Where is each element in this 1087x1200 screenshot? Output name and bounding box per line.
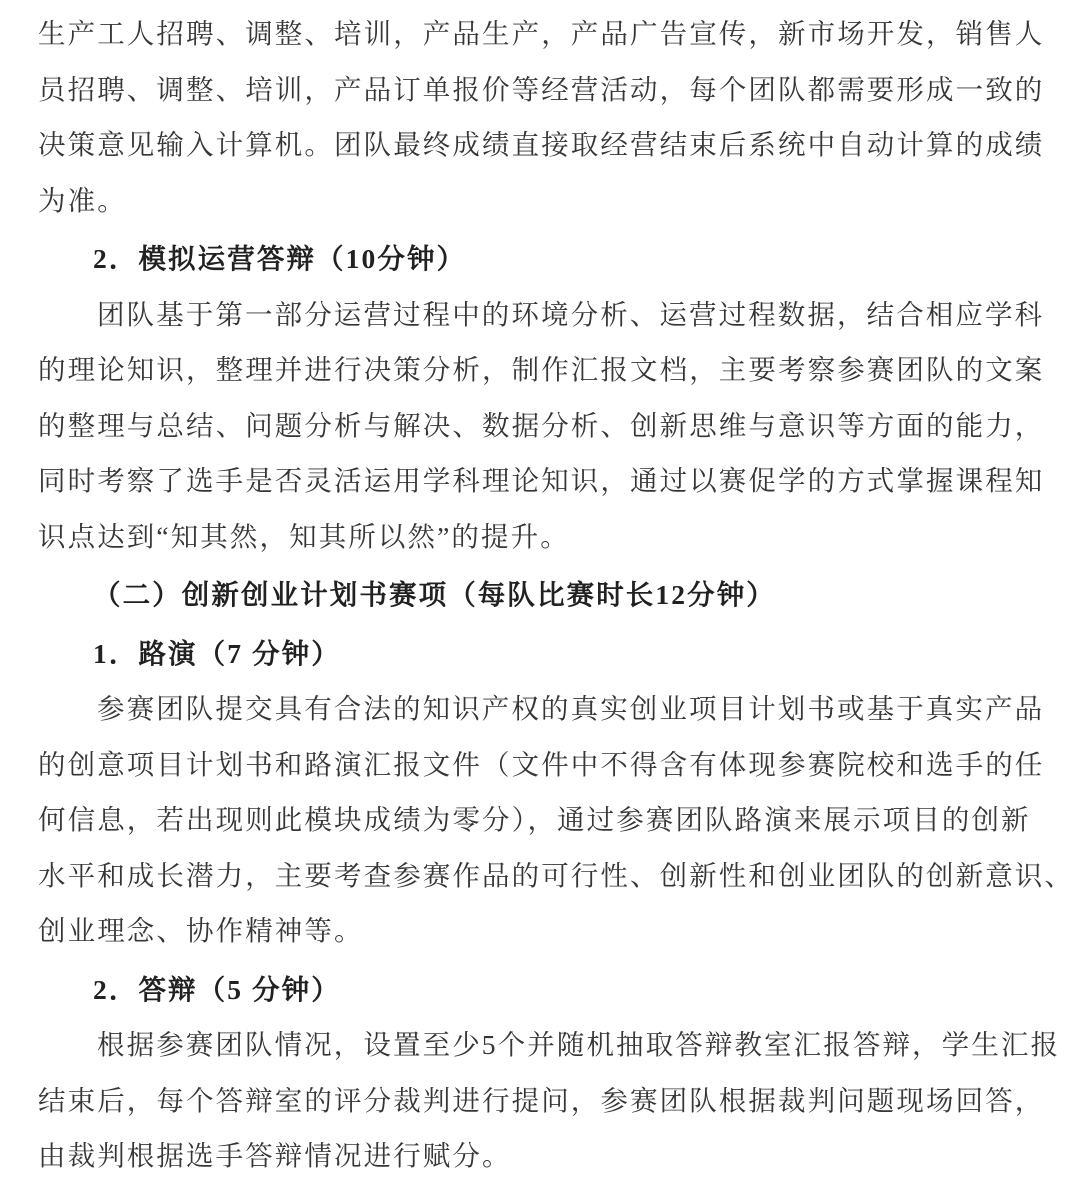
section-heading: 2．模拟运营答辩（10分钟） [93, 243, 467, 274]
section-heading: 2．答辩（5 分钟） [93, 973, 341, 1005]
text-line: 同时考察了选手是否灵活运用学科理论知识，通过以赛促学的方式掌握课程知 [38, 465, 1045, 496]
text-line: 创业理念、协作精神等。 [38, 915, 364, 946]
text-line: 的创意项目计划书和路演汇报文件（文件中不得含有体现参赛院校和选手的任 [38, 748, 1045, 780]
text-line: 根据参赛团队情况，设置至少5个并随机抽取答辩教室汇报答辩，学生汇报 [97, 1029, 1061, 1060]
text-line: 员招聘、调整、培训，产品订单报价等经营活动，每个团队都需要形成一致的 [38, 73, 1045, 105]
text-line: 的整理与总结、问题分析与解决、数据分析、创新思维与意识等方面的能力， [38, 409, 1045, 441]
text-line: 水平和成长潜力，主要考查参赛作品的可行性、创新性和创业团队的创新意识、 [38, 859, 1074, 891]
text-line: 为准。 [38, 184, 127, 216]
text-line: 团队基于第一部分运营过程中的环境分析、运营过程数据，结合相应学科 [97, 298, 1045, 330]
text-line: 生产工人招聘、调整、培训，产品生产，产品广告宣传，新市场开发，销售人 [38, 18, 1045, 49]
text-line: 结束后，每个答辩室的评分裁判进行提问，参赛团队根据裁判问题现场回答， [38, 1084, 1045, 1116]
text-line: 识点达到“知其然，知其所以然”的提升。 [38, 520, 570, 552]
text-line: 参赛团队提交具有合法的知识产权的真实创业项目计划书或基于真实产品 [97, 693, 1045, 724]
text-line: 决策意见输入计算机。团队最终成绩直接取经营结束后系统中自动计算的成绩 [38, 129, 1045, 160]
text-line: 何信息，若出现则此模块成绩为零分），通过参赛团队路演来展示项目的创新 [38, 804, 1031, 835]
section-heading: （二）创新创业计划书赛项（每队比赛时长12分钟） [93, 579, 776, 610]
section-heading: 1．路演（7 分钟） [93, 637, 341, 669]
text-line: 由裁判根据选手答辩情况进行赋分。 [38, 1140, 512, 1171]
text-line: 的理论知识，整理并进行决策分析，制作汇报文档，主要考察参赛团队的文案 [38, 354, 1045, 385]
